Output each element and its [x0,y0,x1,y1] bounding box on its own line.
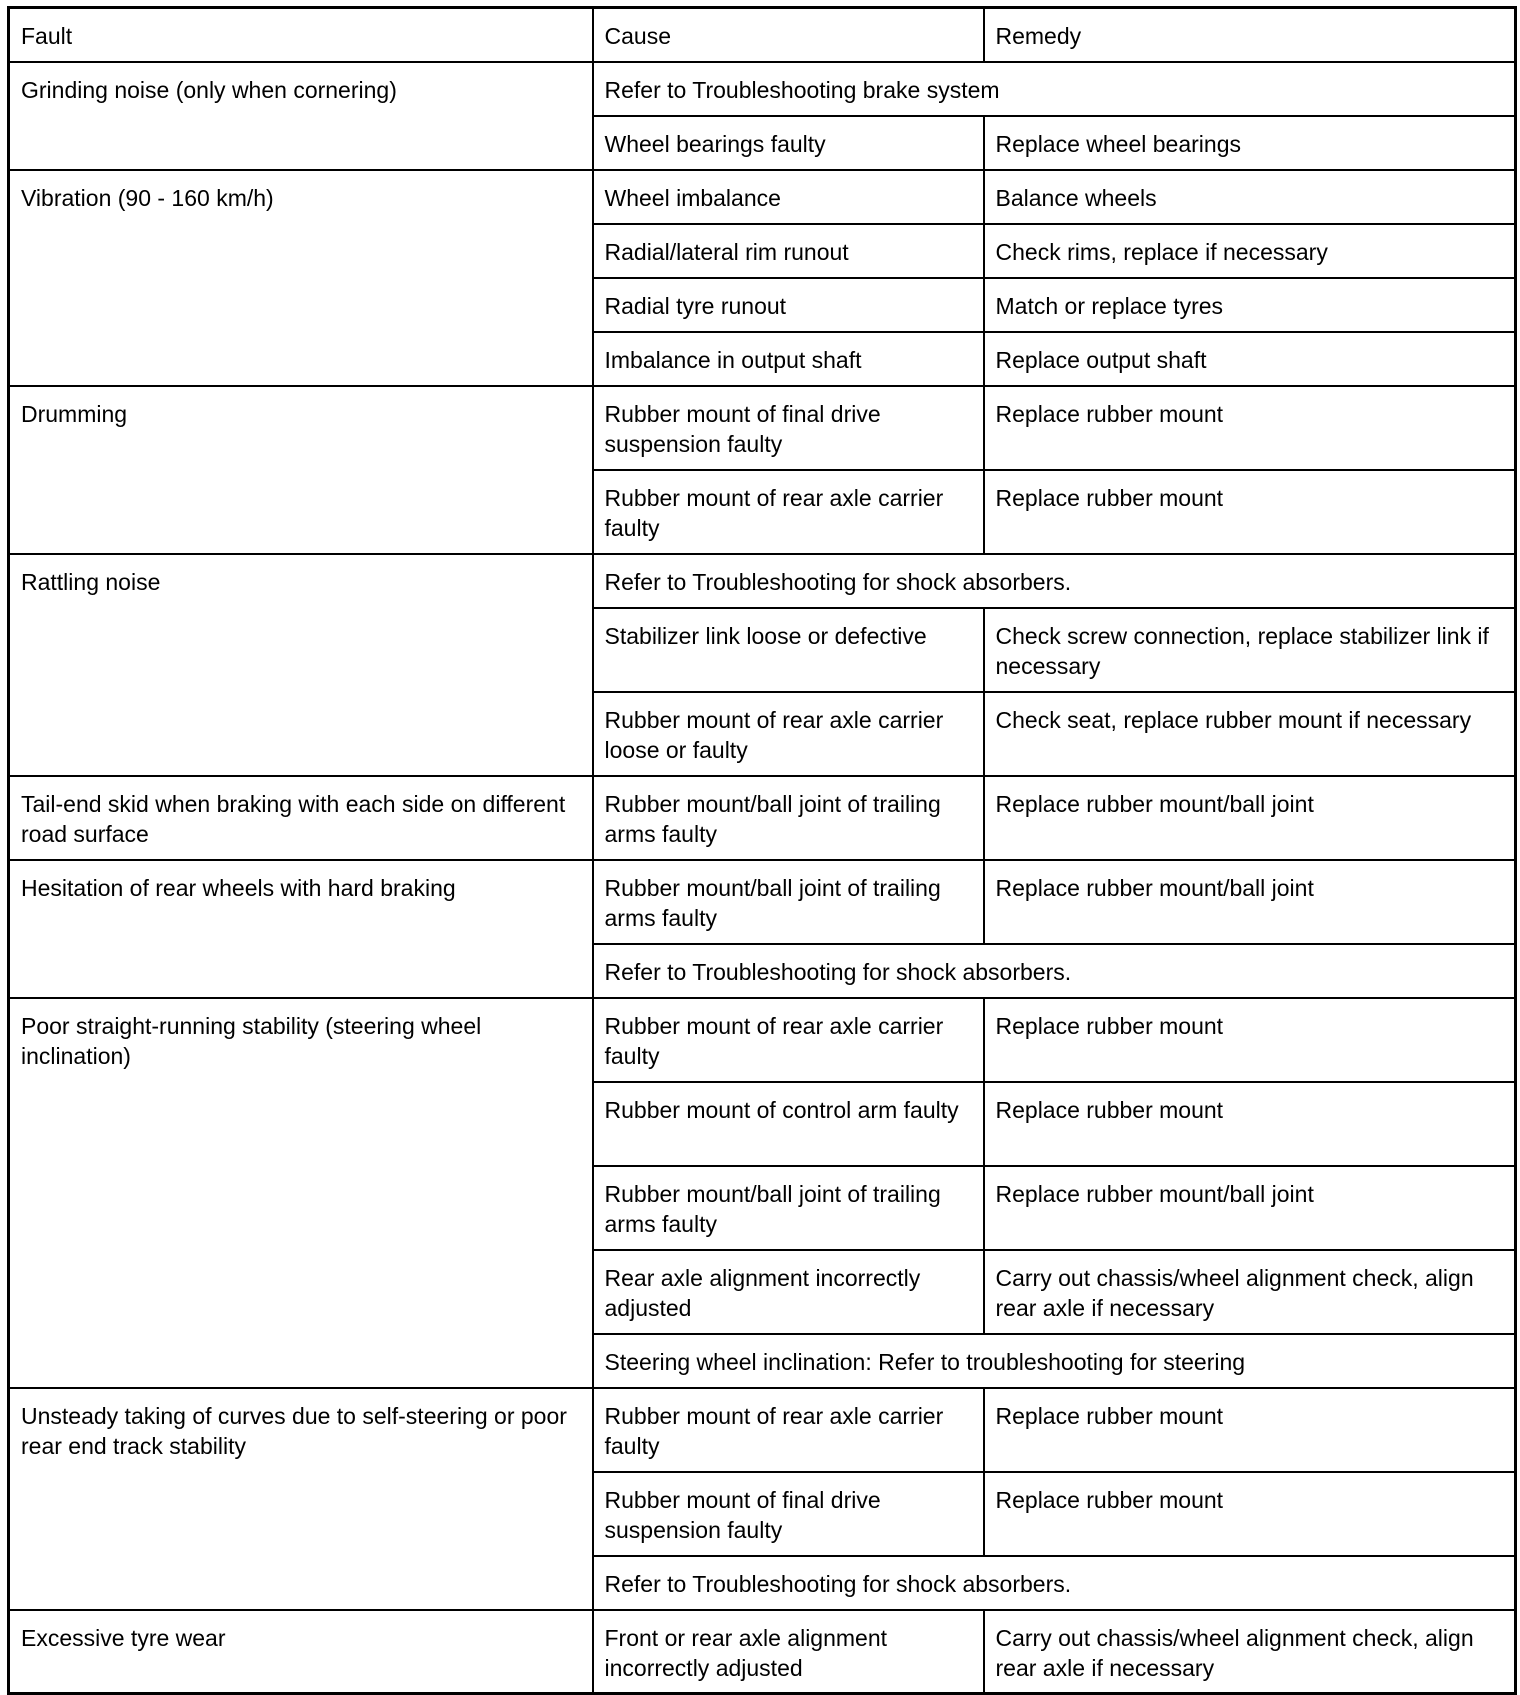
remedy-cell: Replace rubber mount [984,998,1516,1082]
remedy-cell: Replace rubber mount/ball joint [984,860,1516,944]
remedy-cell: Check screw connection, replace stabilizer link if necessary [984,608,1516,692]
cause-cell: Rubber mount of final drive suspension faulty [593,1472,984,1556]
cause-cell: Rubber mount of final drive suspension faulty [593,386,984,470]
cause-cell: Wheel imbalance [593,170,984,224]
fault-cell: Vibration (90 - 160 km/h) [9,170,593,386]
table-row [9,1388,1516,1472]
cause-cell: Wheel bearings faulty [593,116,984,170]
cause-cell: Imbalance in output shaft [593,332,984,386]
remedy-cell: Check seat, replace rubber mount if necessary [984,692,1516,776]
header-remedy: Remedy [984,8,1516,62]
cause-cell: Rubber mount/ball joint of trailing arms faulty [593,776,984,860]
cause-cell: Rubber mount of rear axle carrier faulty [593,1388,984,1472]
cause-cell: Rubber mount of rear axle carrier faulty [593,470,984,554]
table-body [9,8,1516,1694]
cause-cell: Rear axle alignment incorrectly adjusted [593,1250,984,1334]
remedy-cell: Replace wheel bearings [984,116,1516,170]
troubleshooting-table [7,6,1517,1695]
remedy-cell: Carry out chassis/wheel alignment check, align rear axle if necessary [984,1250,1516,1334]
fault-cell: Excessive tyre wear [9,1610,593,1694]
fault-cell: Drumming [9,386,593,554]
table-row [9,62,1516,116]
remedy-cell: Check rims, replace if necessary [984,224,1516,278]
fault-cell: Grinding noise (only when cornering) [9,62,593,170]
cause-cell: Stabilizer link loose or defective [593,608,984,692]
remedy-cell: Carry out chassis/wheel alignment check, align rear axle if necessary [984,1610,1516,1694]
table-row [9,554,1516,608]
cause-cell: Rubber mount of control arm faulty [593,1082,984,1166]
table-row [9,1610,1516,1694]
remedy-cell: Balance wheels [984,170,1516,224]
remedy-cell: Replace rubber mount [984,386,1516,470]
reference-cell: Refer to Troubleshooting for shock absorbers. [593,944,1516,998]
remedy-cell: Replace rubber mount/ball joint [984,776,1516,860]
remedy-cell: Replace rubber mount/ball joint [984,1166,1516,1250]
table-row [9,170,1516,224]
fault-cell: Unsteady taking of curves due to self-steering or poor rear end track stability [9,1388,593,1610]
reference-cell: Refer to Troubleshooting for shock absorbers. [593,554,1516,608]
cause-cell: Radial tyre runout [593,278,984,332]
table-row [9,386,1516,470]
cause-cell: Rubber mount/ball joint of trailing arms faulty [593,1166,984,1250]
reference-cell: Refer to Troubleshooting for shock absorbers. [593,1556,1516,1610]
fault-cell: Hesitation of rear wheels with hard braking [9,860,593,998]
header-row [9,8,1516,62]
fault-cell: Tail-end skid when braking with each side on different road surface [9,776,593,860]
cause-cell: Rubber mount/ball joint of trailing arms faulty [593,860,984,944]
table-row [9,998,1516,1082]
reference-cell: Steering wheel inclination: Refer to troubleshooting for steering [593,1334,1516,1388]
remedy-cell: Match or replace tyres [984,278,1516,332]
cause-cell: Front or rear axle alignment incorrectly adjusted [593,1610,984,1694]
table-row [9,776,1516,860]
remedy-cell: Replace rubber mount [984,1388,1516,1472]
remedy-cell: Replace rubber mount [984,470,1516,554]
cause-cell: Rubber mount of rear axle carrier faulty [593,998,984,1082]
header-cause: Cause [593,8,984,62]
remedy-cell: Replace rubber mount [984,1472,1516,1556]
remedy-cell: Replace output shaft [984,332,1516,386]
cause-cell: Rubber mount of rear axle carrier loose or faulty [593,692,984,776]
fault-cell: Poor straight-running stability (steering wheel inclination) [9,998,593,1388]
table-row [9,860,1516,944]
remedy-cell: Replace rubber mount [984,1082,1516,1166]
cause-cell: Radial/lateral rim runout [593,224,984,278]
reference-cell: Refer to Troubleshooting brake system [593,62,1516,116]
header-fault: Fault [9,8,593,62]
fault-cell: Rattling noise [9,554,593,776]
